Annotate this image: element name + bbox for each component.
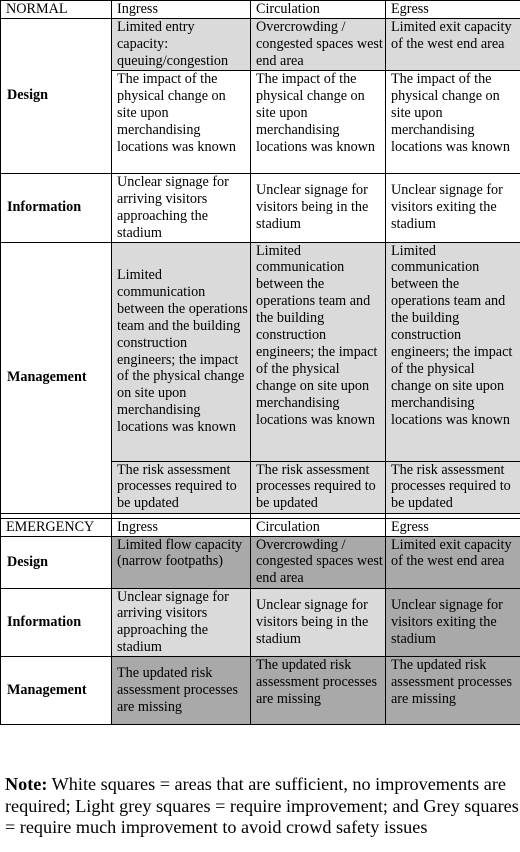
normal-design-circulation-2: The impact of the physical change on site upon merchandising locations was known — [251, 70, 386, 173]
emergency-col-circulation: Circulation — [251, 518, 386, 536]
emergency-information-egress: Unclear signage for visitors exiting the stadium — [386, 588, 520, 657]
normal-design-egress-1: Limited exit capacity of the west end area — [386, 18, 520, 70]
emergency-design-circulation: Overcrowding / congested spaces west end area — [251, 536, 386, 588]
normal-information-ingress: Unclear signage for arriving visitors approaching the stadium — [112, 173, 251, 242]
table-row — [1, 173, 520, 242]
normal-management-ingress-1: Limited communication between the operations team and the building construction engineers; the impact of the physical change on site upon merchandising locations was known — [112, 242, 251, 461]
emergency-information-circulation: Unclear signage for visitors being in the stadium — [251, 588, 386, 657]
normal-col-circulation: Circulation — [251, 1, 386, 19]
emergency-design-label: Design — [1, 536, 112, 588]
table-row — [1, 588, 520, 657]
normal-design-label: Design — [1, 18, 112, 173]
normal-information-circulation: Unclear signage for visitors being in the stadium — [251, 173, 386, 242]
normal-design-ingress-2: The impact of the physical change on site upon merchandising locations was known — [112, 70, 251, 173]
table-row — [1, 536, 520, 588]
normal-management-egress-2: The risk assessment processes required to be updated — [386, 461, 520, 513]
normal-information-egress: Unclear signage for visitors exiting the stadium — [386, 173, 520, 242]
normal-management-circulation-1: Limited communication between the operations team and the building construction engineers; the impact of the physical change on site upon merchandising locations was known — [251, 242, 386, 461]
normal-section-label: NORMAL — [1, 1, 112, 19]
normal-management-label: Management — [1, 242, 112, 513]
normal-header-row — [1, 1, 520, 19]
normal-col-ingress: Ingress — [112, 1, 251, 19]
normal-management-egress-1: Limited communication between the operations team and the building construction engineers; the impact of the physical change on site upon merchandising locations was known — [386, 242, 520, 461]
normal-design-circulation-1: Overcrowding / congested spaces west end area — [251, 18, 386, 70]
emergency-information-label: Information — [1, 588, 112, 657]
table-row — [1, 657, 520, 725]
normal-management-circulation-2: The risk assessment processes required to be updated — [251, 461, 386, 513]
emergency-design-egress: Limited exit capacity of the west end area — [386, 536, 520, 588]
emergency-col-ingress: Ingress — [112, 518, 251, 536]
table-row — [1, 18, 520, 70]
emergency-management-egress: The updated risk assessment processes are missing — [386, 657, 520, 725]
normal-information-label: Information — [1, 173, 112, 242]
emergency-section-label: EMERGENCY — [1, 518, 112, 536]
legend-note — [5, 774, 520, 839]
emergency-management-label: Management — [1, 657, 112, 725]
note-label: Note: — [5, 774, 48, 795]
normal-design-ingress-1: Limited entry capacity: queuing/congestion — [112, 18, 251, 70]
emergency-information-ingress: Unclear signage for arriving visitors approaching the stadium — [112, 588, 251, 657]
emergency-management-ingress: The updated risk assessment processes are missing — [112, 657, 251, 725]
normal-design-egress-2: The impact of the physical change on site upon merchandising locations was known — [386, 70, 520, 173]
normal-management-ingress-2: The risk assessment processes required to be updated — [112, 461, 251, 513]
note-text: White squares = areas that are sufficient, no improvements are required; Light grey squares = require improvement; and Grey squares = require much improvement to avoid crowd safety issues — [5, 774, 519, 838]
emergency-col-egress: Egress — [386, 518, 520, 536]
emergency-management-circulation: The updated risk assessment processes are missing — [251, 657, 386, 725]
emergency-header-row — [1, 518, 520, 536]
emergency-design-ingress: Limited flow capacity (narrow footpaths) — [112, 536, 251, 588]
table-row — [1, 242, 520, 461]
normal-col-egress: Egress — [386, 1, 520, 19]
